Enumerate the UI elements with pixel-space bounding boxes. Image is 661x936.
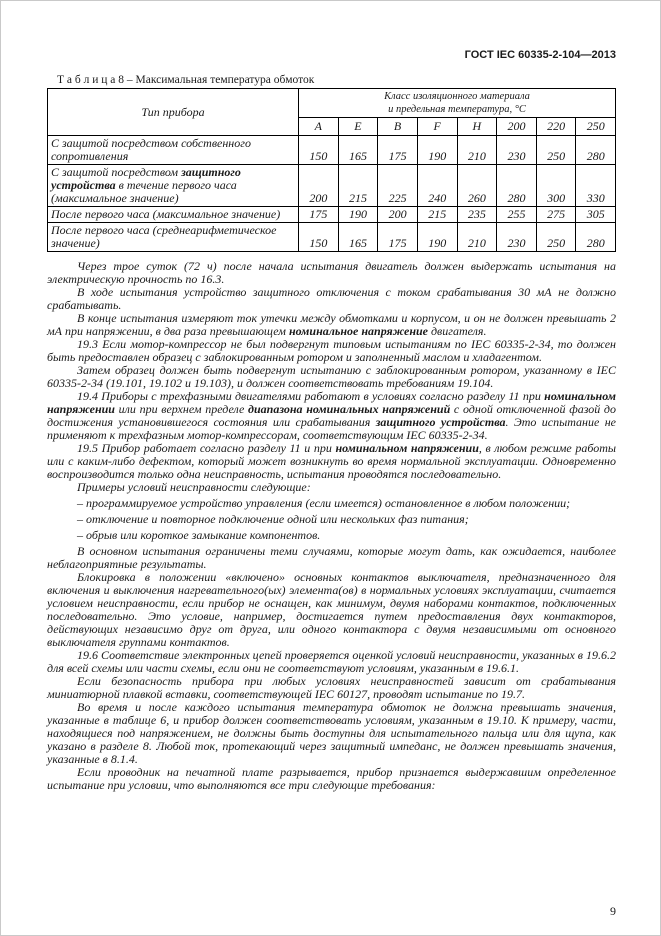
table-row (48, 136, 616, 165)
temperature-value: 200 (378, 207, 418, 223)
temperature-value: 215 (417, 207, 457, 223)
paragraph (47, 701, 616, 766)
text-run: с одной отключенной фазой до достижения установившегося состояния или срабатывания (47, 402, 616, 429)
paragraph (47, 442, 616, 481)
text-run: С защитой посредством собственного сопротивления (51, 136, 251, 163)
table-row (48, 165, 616, 207)
paragraph (47, 513, 616, 526)
text-run: Затем образец должен быть подвергнут испытанию с заблокированным ротором, указанному в IEC 60335-2-34 (19.101, 19.102 и 19.103), и должен соответствовать требованиям 19.104. (47, 363, 616, 390)
row-label (48, 136, 299, 165)
column-header: А (299, 118, 339, 136)
bold-text-run: номинальное напряжение (288, 324, 428, 338)
text-run: После первого часа (среднеарифметическое значение) (51, 223, 277, 250)
page-content (47, 49, 616, 792)
temperature-value: 250 (536, 223, 576, 252)
paragraph (47, 766, 616, 792)
temperature-value: 210 (457, 223, 497, 252)
text-run: . Это испытание не применяют к трехфазным мотор-компрессорам, соответствующим IEC 60335-2-34. (47, 415, 616, 442)
text-run: 19.4 Приборы с трехфазными двигателями работают в условиях согласно разделу 11 при (77, 389, 545, 403)
text-run: – программируемое устройство управления (если имеется) остановленное в любом положении; (77, 496, 571, 510)
bold-text-run: диапазона номинальных напряжений (248, 402, 451, 416)
text-run: в течение первого часа (максимальное значение) (51, 178, 237, 205)
class-header-line1: Класс изоляционного материала (384, 91, 530, 102)
paragraph (47, 675, 616, 701)
temperature-value: 190 (338, 207, 378, 223)
paragraph (47, 571, 616, 649)
temperature-value: 175 (299, 207, 339, 223)
type-header-cell: Тип прибора (48, 89, 299, 136)
text-run: Блокировка в положении «включено» основных контактов выключателя, предназначенного для включения и выключения нагревательного(ых) элемента(ов) в нормальных условиях эксплуатации, считается условием неисправности, если прибор не оснащен, как минимум, двумя наборами контактов, подключенных последовательно. Это условие, например, достигается путем предоставления двух контакторов, действующих независимо друг от друга, или одного контактора с двумя независимыми от основного выключателя группами контактов. (47, 570, 616, 649)
temperature-value: 175 (378, 136, 418, 165)
temperature-value: 215 (338, 165, 378, 207)
paragraph (47, 364, 616, 390)
temperature-value: 165 (338, 223, 378, 252)
temperature-value: 230 (497, 136, 537, 165)
paragraph (47, 286, 616, 312)
temperature-value: 260 (457, 165, 497, 207)
row-label (48, 223, 299, 252)
column-header: Е (338, 118, 378, 136)
temperature-value: 190 (417, 223, 457, 252)
doc-code: ГОСТ IEC 60335-2-104—2013 (464, 49, 616, 61)
bold-text-run: номинальном напряжении (335, 441, 479, 455)
bold-text-run: номинальном напряжении (47, 389, 616, 416)
text-run: С защитой посредством (51, 165, 182, 179)
temperature-value: 175 (378, 223, 418, 252)
temperature-value: 165 (338, 136, 378, 165)
paragraph (47, 545, 616, 571)
temperature-value: 255 (497, 207, 537, 223)
column-header: 220 (536, 118, 576, 136)
table-row (48, 223, 616, 252)
bold-text-run: защитного устройства (51, 165, 241, 192)
text-run: или при верхнем пределе (114, 402, 249, 416)
text-run: , в любом режиме работы или с каким-либо дефектом, который может возникнуть во время нормальной эксплуатации. Одновременно воспроизводится только одна неисправность, испытания проводятся последовательно. (47, 441, 616, 481)
table-row (48, 207, 616, 223)
temperature-value: 330 (576, 165, 616, 207)
text-run: 19.6 Соответствие электронных цепей проверяется оценкой условий неисправности, указанных в 19.6.2 для всей схемы или части схемы, если они не соответствуют условиям, указанным в 19.6.1. (47, 648, 616, 675)
paragraph (47, 497, 616, 510)
paragraph (47, 312, 616, 338)
text-run: Через трое суток (72 ч) после начала испытания двигатель должен выдержать испытания на электрическую прочность по 16.3. (47, 259, 616, 286)
text-run: двигателя. (427, 324, 487, 338)
table-caption: Т а б л и ц а 8 – Максимальная температура обмоток (57, 74, 315, 86)
temperature-value: 280 (497, 165, 537, 207)
text-run: Если безопасность прибора при любых условиях неисправностей зависит от срабатывания миниатюрной плавкой вставки, соответствующей IEC 60127, проводят испытание по 19.7. (47, 674, 616, 701)
text-run: Примеры условий неисправности следующие: (77, 480, 311, 494)
temperature-value: 210 (457, 136, 497, 165)
text-run: 19.5 Прибор работает согласно разделу 11 и при (77, 441, 336, 455)
table-8 (47, 88, 616, 252)
temperature-value: 235 (457, 207, 497, 223)
body-text (47, 260, 616, 792)
temperature-value: 150 (299, 223, 339, 252)
column-header: F (417, 118, 457, 136)
column-header: 200 (497, 118, 537, 136)
text-run: В основном испытания ограничены теми случаями, которые могут дать, как ожидается, наиболее неблагоприятные результаты. (47, 544, 616, 571)
column-header: 250 (576, 118, 616, 136)
table-body (48, 136, 616, 252)
temperature-value: 250 (536, 136, 576, 165)
paragraph (47, 260, 616, 286)
temperature-value: 225 (378, 165, 418, 207)
paragraph (47, 649, 616, 675)
temperature-value: 275 (536, 207, 576, 223)
class-header-cell (299, 89, 616, 118)
column-header: Н (457, 118, 497, 136)
temperature-value: 305 (576, 207, 616, 223)
temperature-value: 280 (576, 136, 616, 165)
text-run: В конце испытания измеряют ток утечки между обмотками и корпусом, и он не должен превышать 2 мА при напряжении, в два раза превышающем (47, 311, 616, 338)
text-run: Во время и после каждого испытания температура обмоток не должна превышать значения, указанные в таблице 6, и прибор должен соответствовать условиям, указанным в 19.10. К примеру, части, находящиеся под напряжением, не должны быть доступны для испытательного пальца или для щупа, как указано в разделе 8. Любой ток, протекающий через защитный импеданс, не должен превышать значения, указанные в 8.1.4. (47, 700, 616, 766)
page-number: 9 (610, 904, 616, 918)
row-label (48, 165, 299, 207)
temperature-value: 300 (536, 165, 576, 207)
temperature-value: 280 (576, 223, 616, 252)
temperature-value: 190 (417, 136, 457, 165)
temperature-value: 200 (299, 165, 339, 207)
text-run: В ходе испытания устройство защитного отключения с током срабатывания 30 мА не должно срабатывать. (47, 285, 616, 312)
text-run: – отключение и повторное подключение одной или нескольких фаз питания; (77, 512, 469, 526)
temperature-value: 150 (299, 136, 339, 165)
text-run: После первого часа (максимальное значение) (51, 207, 281, 221)
text-run: – обрыв или короткое замыкание компонентов. (77, 528, 321, 542)
paragraph (47, 529, 616, 542)
column-header: В (378, 118, 418, 136)
temperature-value: 240 (417, 165, 457, 207)
bold-text-run: защитного устройства (375, 415, 506, 429)
class-header-line2: и предельная температура, °С (388, 104, 526, 115)
table-header-row (48, 89, 616, 118)
row-label (48, 207, 299, 223)
temperature-value: 230 (497, 223, 537, 252)
text-run: Если проводник на печатной плате разрывается, прибор признается выдержавшим определенное испытание при условии, что выполняются все три следующие требования: (47, 765, 616, 792)
text-run: 19.3 Если мотор-компрессор не был подвергнут типовым испытаниям по IEC 60335-2-34, то должен быть предоставлен образец с заблокированным ротором и заполненный маслом и хладагентом. (47, 337, 616, 364)
paragraph (47, 338, 616, 364)
paragraph (47, 390, 616, 442)
paragraph (47, 481, 616, 494)
